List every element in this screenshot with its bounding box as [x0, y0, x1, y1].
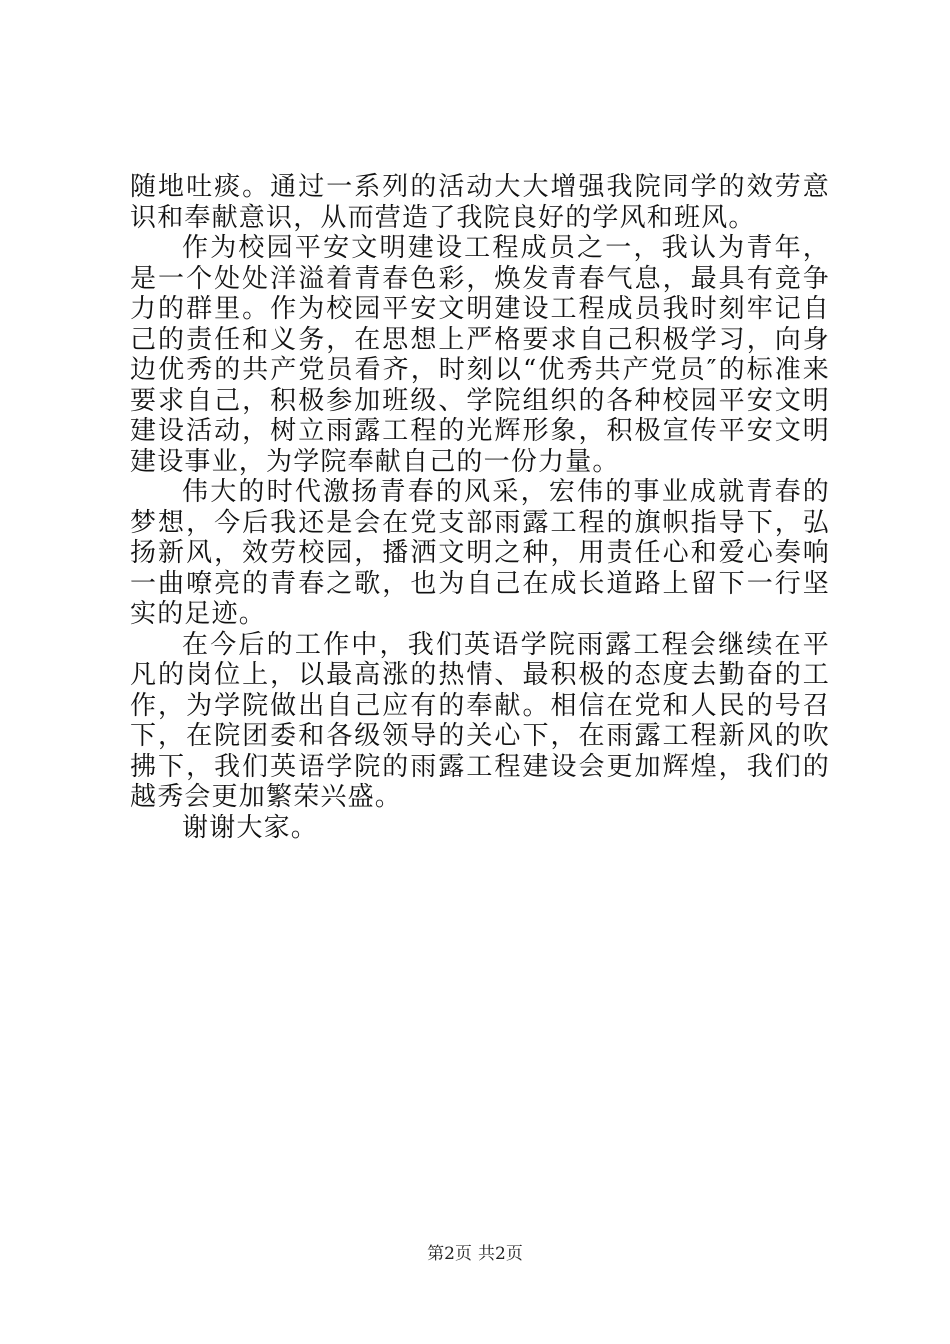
paragraph-4: 在今后的工作中，我们英语学院雨露工程会继续在平凡的岗位上，以最高涨的热情、最积极的态度去勤奋的工作，为学院做出自己应有的奉献。相信在党和人民的号召下，在院团委和各级领导的关心下，在雨露工程新风的吹拂下，我们英语学院的雨露工程建设会更加辉煌，我们的越秀会更加繁荣兴盛。 [130, 629, 830, 812]
paragraph-2: 作为校园平安文明建设工程成员之一，我认为青年，是一个处处洋溢着青春色彩，焕发青春气息，最具有竞争力的群里。作为校园平安文明建设工程成员我时刻牢记自己的责任和义务，在思想上严格要求自己积极学习，向身边优秀的共产党员看齐，时刻以“优秀共产党员″的标准来要求自己，积极参加班级、学院组织的各种校园平安文明建设活动，树立雨露工程的光辉形象，积极宣传平安文明建设事业，为学院奉献自己的一份力量。 [130, 233, 830, 477]
page-footer [0, 1243, 950, 1265]
page-total: 共2页 [478, 1244, 523, 1264]
page-number: 第2页 [427, 1244, 472, 1264]
paragraph-1: 随地吐痰。通过一系列的活动大大增强我院同学的效劳意识和奉献意识，从而营造了我院良好的学风和班风。 [130, 172, 830, 233]
paragraph-5: 谢谢大家。 [182, 812, 319, 843]
document-body [130, 172, 830, 843]
paragraph-3: 伟大的时代激扬青春的风采，宏伟的事业成就青春的梦想，今后我还是会在党支部雨露工程的旗帜指导下，弘扬新风，效劳校园，播洒文明之种，用责任心和爱心奏响一曲嘹亮的青春之歌，也为自己在成长道路上留下一行坚实的足迹。 [130, 477, 830, 629]
